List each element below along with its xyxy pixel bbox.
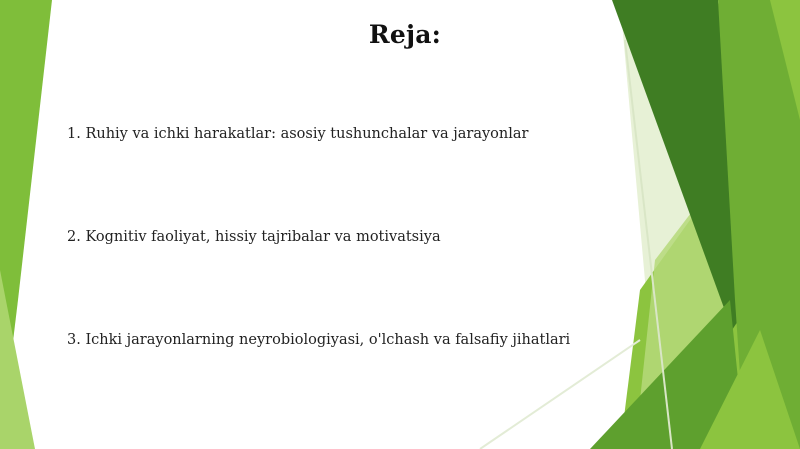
plan-item-1: 1. Ruhiy va ichki harakatlar: asosiy tushunchalar va jarayonlar [67,126,529,142]
plan-item-2: 2. Kognitiv faoliyat, hissiy tajribalar va motivatsiya [67,229,441,245]
slide-title: Reja: [368,20,442,49]
plan-item-3: 3. Ichki jarayonlarning neyrobiologiyasi, o'lchash va falsafiy jihatlari [67,332,571,348]
